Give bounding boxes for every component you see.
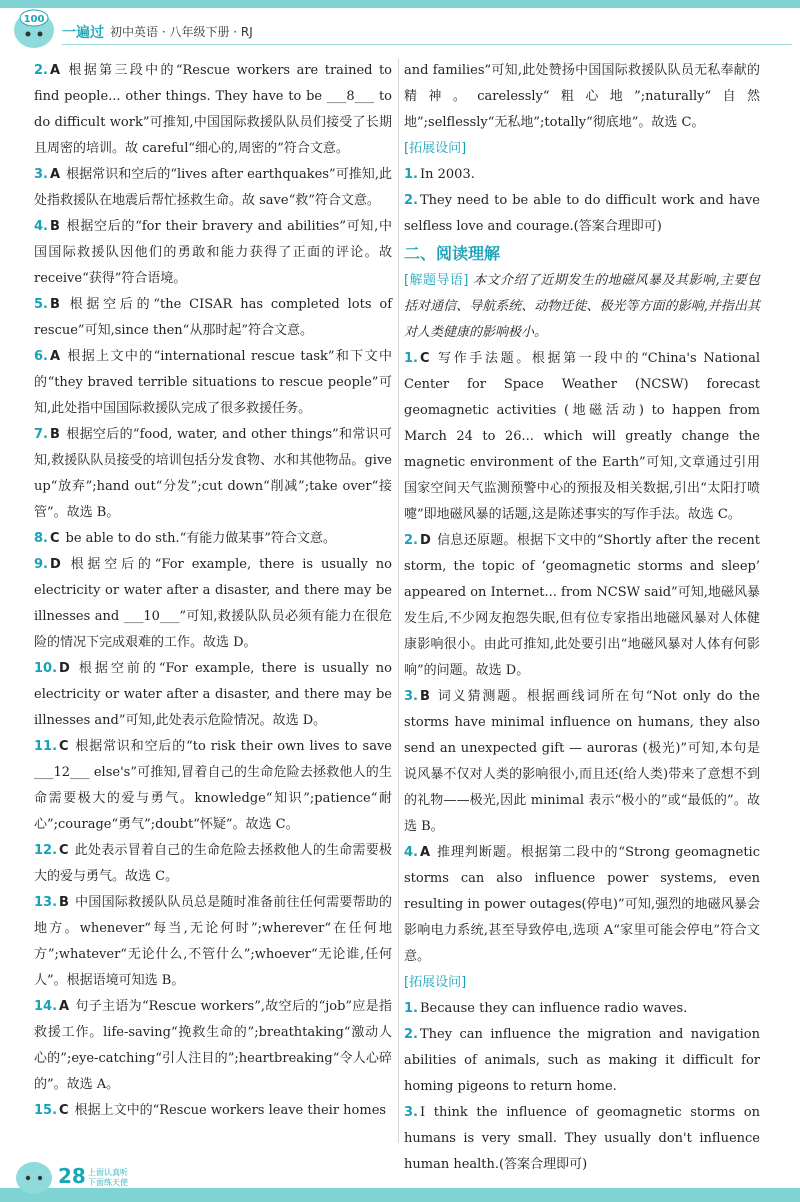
explanation-text: 根据空后的“for their bravery and abilities”可知,中国国际救援队因他们的勇敢和能力获得了正面的评论。故 receive“获得”符合语境。 xyxy=(34,219,392,286)
answer-item xyxy=(34,214,392,292)
answer-letter: C xyxy=(59,739,69,754)
answer-letter: B xyxy=(419,689,430,704)
left-column xyxy=(34,58,392,1124)
answer-letter: C xyxy=(419,351,430,366)
page-number: 28 xyxy=(58,1164,86,1188)
slogan-line-1: 上面认真听 xyxy=(88,1168,128,1177)
answer-letter: B xyxy=(49,427,60,442)
answer-item xyxy=(34,1098,392,1124)
item-number: 2. xyxy=(404,533,418,548)
answer-item xyxy=(34,344,392,422)
explanation-text: They can influence the migration and navigation abilities of animals, such as making it difficult for homing pigeons to return home. xyxy=(404,1027,760,1094)
item-number: 4. xyxy=(404,845,418,860)
answer-letter: C xyxy=(49,531,60,546)
explanation-text: 此处表示冒着自己的生命危险去拯救他人的生命需要极大的爱与勇气。故选 C。 xyxy=(34,843,392,884)
continued-answer: and families”可知,此处赞扬中国国际救援队队员无私奉献的精神。carelessly“粗心地”;naturally“自然地”;selflessly“无私地”;totally“彻底地”。故选 C。 xyxy=(404,63,760,130)
page-header xyxy=(0,0,800,54)
answer-item xyxy=(34,838,392,890)
explanation-text: Because they can influence radio waves. xyxy=(419,1001,688,1016)
explanation-text: 根据空后的“For example, there is usually no electricity or water after a disaster, and there may be illnesses and ___10___”可知,救援队队员必须有能力在很危险的情况下完成艰难的工作。故选 D。 xyxy=(34,557,392,650)
mascot-logo-icon xyxy=(10,4,62,52)
item-number: 6. xyxy=(34,349,48,364)
item-number: 5. xyxy=(34,297,48,312)
answer-item xyxy=(34,552,392,656)
answer-item xyxy=(34,656,392,734)
answer-item xyxy=(34,734,392,838)
answer-item xyxy=(404,840,760,970)
explanation-text: I think the influence of geomagnetic storms on humans is very small. They usually don't influence human health.(答案合理即可) xyxy=(404,1105,760,1172)
page-footer xyxy=(0,1150,800,1202)
item-number: 3. xyxy=(404,1105,418,1120)
item-number: 8. xyxy=(34,531,48,546)
item-number: 14. xyxy=(34,999,58,1014)
footer-band xyxy=(0,1188,800,1202)
item-number: 3. xyxy=(404,689,418,704)
answer-letter: A xyxy=(59,999,70,1014)
answer-letter: B xyxy=(49,219,60,234)
answer-item xyxy=(34,162,392,214)
answer-item xyxy=(34,292,392,344)
explanation-text: 推理判断题。根据第二段中的“Strong geomagnetic storms can also influence power systems, even resulting in power outages(停电)”可知,强烈的地磁风暴会影响电力系统,甚至导致停电,选项 A“家里可能会停电”符合文意。 xyxy=(404,845,760,964)
answer-item xyxy=(34,422,392,526)
answer-item xyxy=(404,1022,760,1100)
answer-letter: C xyxy=(59,1103,69,1118)
answer-item xyxy=(404,162,760,188)
book-title: 初中英语 · 八年级下册 · RJ xyxy=(110,25,253,39)
guide-label: [解题导语] xyxy=(404,273,469,288)
item-number: 4. xyxy=(34,219,48,234)
explanation-text: 句子主语为“Rescue workers”,故空后的“job”应是指救援工作。life-saving“挽救生命的”;breathtaking“激动人心的”;eye-catching“引人注目的”;heartbreaking“令人心碎的”。故选 A。 xyxy=(34,999,392,1092)
explanation-text: 根据上文中的“Rescue workers leave their homes xyxy=(74,1103,387,1118)
item-number: 2. xyxy=(34,63,48,78)
column-divider xyxy=(398,58,399,1143)
answer-item xyxy=(404,684,760,840)
item-number: 10. xyxy=(34,661,58,676)
item-number: 11. xyxy=(34,739,58,754)
explanation-text: be able to do sth.“有能力做某事”符合文意。 xyxy=(65,531,336,546)
guide-paragraph xyxy=(404,268,760,346)
slogan-line-2: 下面练天使 xyxy=(88,1178,128,1187)
answer-item xyxy=(404,996,760,1022)
footer-mascot-icon xyxy=(12,1156,56,1196)
explanation-text: 中国国际救援队队员总是随时准备前往任何需要帮助的地方。whenever“每当,无论何时”;wherever“在任何地方”;whatever“无论什么,不管什么”;whoever“无论谁,任何人”。根据语境可知选 B。 xyxy=(34,895,392,988)
explanation-text: 根据空后的“food, water, and other things”和常识可知,救援队队员接受的培训包括分发食物、水和其他物品。give up“放弃”;hand out“分发”;cut down“削减”;take over“接管”。故选 B。 xyxy=(34,427,392,520)
explanation-text: 词义猜测题。根据画线词所在句“Not only do the storms have minimal influence on humans, they also send an unexpected gift — auroras (极光)”可知,本句是说风暴不仅对人类的影响很小,而且还(给人类)带来了意想不到的礼物——极光,因此 minimal 表示“极小的”或“最低的”。故选 B。 xyxy=(404,689,760,834)
extension-list-1 xyxy=(404,162,760,240)
extension-label-2: [拓展设问] xyxy=(404,975,467,990)
explanation-text: They need to be able to do difficult work and have selfless love and courage.(答案合理即可) xyxy=(404,193,760,234)
explanation-text: 根据上文中的“international rescue task”和下文中的“they braved terrible situations to rescue people”可知,此处指中国国际救援队完成了很多救援任务。 xyxy=(34,349,392,416)
item-number: 13. xyxy=(34,895,58,910)
explanation-text: 信息还原题。根据下文中的“Shortly after the recent storm, the topic of ‘geomagnetic storms and sleep’ appeared on Internet... from NCSW said”可知,地磁风暴发生后,不少网友抱怨失眠,但有位专家指出地磁风暴对人体健康影响很小。由此可推知,此处要引出“地磁风暴对人体有何影响”的问题。故选 D。 xyxy=(404,533,760,678)
header-rule xyxy=(62,44,792,45)
reading-answers xyxy=(404,346,760,970)
answer-letter: A xyxy=(419,845,431,860)
answer-item xyxy=(404,188,760,240)
item-number: 7. xyxy=(34,427,48,442)
answer-item xyxy=(34,526,392,552)
answer-letter: D xyxy=(59,661,70,676)
mascot-text: 100 xyxy=(23,14,45,25)
answer-letter: C xyxy=(59,843,69,858)
explanation-text: 根据常识和空后的“to risk their own lives to save ___12___ else's”可推知,冒着自己的生命危险去拯救他人的生命需要极大的爱与勇气。knowledge“知识”;patience“耐心”;courage“勇气”;doubt“怀疑”。故选 C。 xyxy=(34,739,392,832)
section-title: 二、阅读理解 xyxy=(404,244,501,263)
explanation-text: 写作手法题。根据第一段中的“China's National Center for Space Weather (NCSW) forecast geomagnetic activities (地磁活动) to happen from March 24 to 26... which will greatly change the magnetic environment of the Earth”可知,文章通过引用国家空间天气监测预警中心的预报及相关数据,引出“太阳打喷嚏”即地磁风暴的话题,这是陈述事实的写作手法。故选 C。 xyxy=(404,351,760,522)
item-number: 15. xyxy=(34,1103,58,1118)
answer-letter: A xyxy=(49,63,61,78)
footer-slogan xyxy=(88,1168,128,1188)
explanation-text: 根据常识和空后的“lives after earthquakes”可推知,此处指救援队在地震后帮忙拯救生命。故 save“救”符合文意。 xyxy=(34,167,392,208)
answer-item xyxy=(34,58,392,162)
item-number: 2. xyxy=(404,193,418,208)
guide-text: 本文介绍了近期发生的地磁风暴及其影响,主要包括对通信、导航系统、动物迁徙、极光等方面的影响,并指出其对人类健康的影响极小。 xyxy=(404,273,760,340)
item-number: 9. xyxy=(34,557,48,572)
header-band xyxy=(0,0,800,8)
answer-letter: D xyxy=(419,533,431,548)
explanation-text: 根据空后的“the CISAR has completed lots of rescue”可知,since then“从那时起”符合文意。 xyxy=(34,297,392,338)
answer-item xyxy=(404,346,760,528)
brand-name: 一遍过 xyxy=(62,25,104,41)
answer-item xyxy=(34,994,392,1098)
item-number: 3. xyxy=(34,167,48,182)
answer-item xyxy=(404,528,760,684)
item-number: 12. xyxy=(34,843,58,858)
item-number: 2. xyxy=(404,1027,418,1042)
item-number: 1. xyxy=(404,167,418,182)
item-number: 1. xyxy=(404,1001,418,1016)
right-column xyxy=(404,58,760,1178)
answer-letter: B xyxy=(59,895,69,910)
answer-letter: B xyxy=(49,297,60,312)
explanation-text: In 2003. xyxy=(419,167,475,182)
answer-letter: D xyxy=(49,557,61,572)
item-number: 1. xyxy=(404,351,418,366)
explanation-text: 根据空前的“For example, there is usually no electricity or water after a disaster, and there may be illnesses and”可知,此处表示危险情况。故选 D。 xyxy=(34,661,392,728)
answer-letter: A xyxy=(49,349,61,364)
answer-letter: A xyxy=(49,167,61,182)
answer-item xyxy=(34,890,392,994)
explanation-text: 根据第三段中的“Rescue workers are trained to find people... other things. They have to be ___8___ to do difficult work”可推知,中国国际救援队队员们接受了长期且周密的培训。故 careful“细心的,周密的”符合文意。 xyxy=(34,63,392,156)
extension-label-1: [拓展设问] xyxy=(404,141,467,156)
